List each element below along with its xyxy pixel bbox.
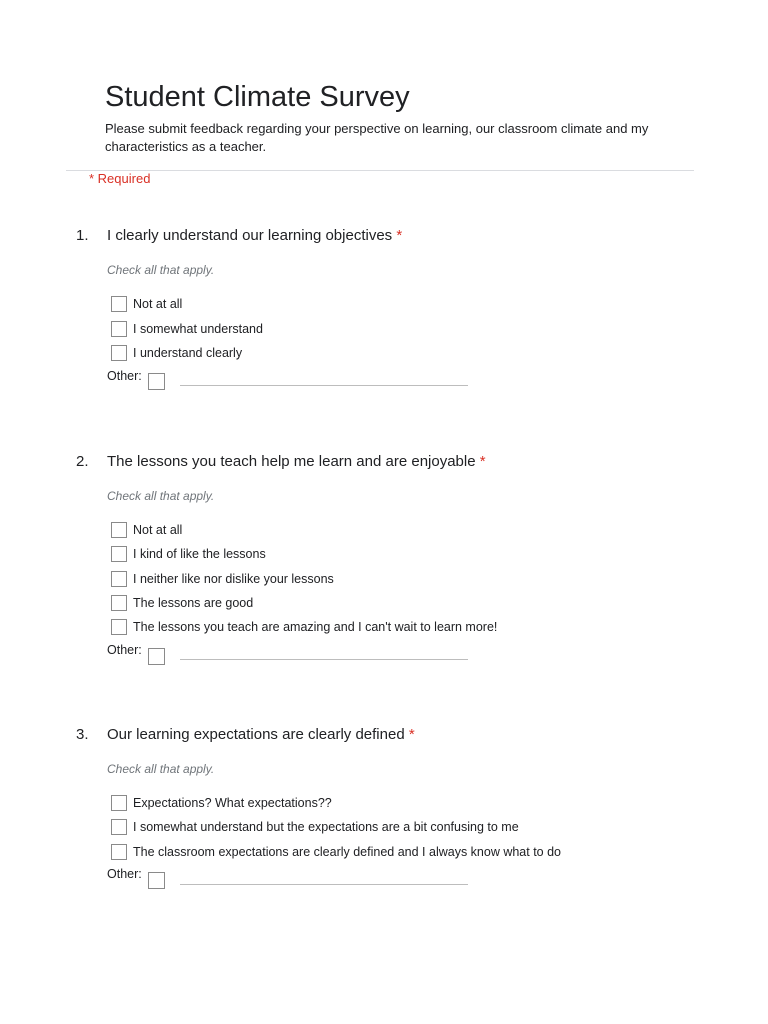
checkbox[interactable] xyxy=(111,844,127,860)
form-description: Please submit feedback regarding your perspective on learning, our classroom climate and my characteristics as a teacher. xyxy=(105,121,649,154)
other-label: Other: xyxy=(107,369,142,383)
question-number: 1. xyxy=(76,227,89,244)
checkbox[interactable] xyxy=(111,345,127,361)
question-text: Our learning expectations are clearly defined * xyxy=(107,726,415,743)
other-text-line[interactable] xyxy=(180,659,468,660)
other-label: Other: xyxy=(107,643,142,657)
question-number: 2. xyxy=(76,453,89,470)
header-divider xyxy=(66,170,694,171)
option-label: I kind of like the lessons xyxy=(133,547,266,561)
question-text: I clearly understand our learning objectives * xyxy=(107,227,403,244)
option-label: The lessons you teach are amazing and I can't wait to learn more! xyxy=(133,620,498,634)
checkbox[interactable] xyxy=(111,522,127,538)
question-text: The lessons you teach help me learn and are enjoyable * xyxy=(107,453,486,470)
other-checkbox[interactable] xyxy=(148,373,165,390)
checkbox[interactable] xyxy=(111,595,127,611)
checkbox[interactable] xyxy=(111,619,127,635)
check-all-hint: Check all that apply. xyxy=(107,489,215,503)
check-all-hint: Check all that apply. xyxy=(107,762,215,776)
check-all-hint: Check all that apply. xyxy=(107,263,215,277)
other-text-line[interactable] xyxy=(180,385,468,386)
checkbox[interactable] xyxy=(111,321,127,337)
other-checkbox[interactable] xyxy=(148,648,165,665)
option-label: I somewhat understand but the expectations are a bit confusing to me xyxy=(133,820,519,834)
option-label: Expectations? What expectations?? xyxy=(133,796,332,810)
checkbox[interactable] xyxy=(111,819,127,835)
checkbox[interactable] xyxy=(111,795,127,811)
option-label: The lessons are good xyxy=(133,596,254,610)
option-label: I neither like nor dislike your lessons xyxy=(133,572,334,586)
required-asterisk: * xyxy=(479,453,486,470)
required-asterisk: * xyxy=(408,726,415,743)
option-label: I understand clearly xyxy=(133,346,243,360)
checkbox[interactable] xyxy=(111,571,127,587)
checkbox[interactable] xyxy=(111,296,127,312)
question-number: 3. xyxy=(76,726,89,743)
required-note: * Required xyxy=(89,171,151,186)
option-label: I somewhat understand xyxy=(133,322,263,336)
checkbox[interactable] xyxy=(111,546,127,562)
other-checkbox[interactable] xyxy=(148,872,165,889)
form-title: Student Climate Survey xyxy=(105,81,410,113)
other-text-line[interactable] xyxy=(180,884,468,885)
required-asterisk: * xyxy=(396,227,403,244)
other-label: Other: xyxy=(107,867,142,881)
option-label: Not at all xyxy=(133,297,183,311)
option-label: The classroom expectations are clearly defined and I always know what to do xyxy=(133,845,562,859)
option-label: Not at all xyxy=(133,523,183,537)
